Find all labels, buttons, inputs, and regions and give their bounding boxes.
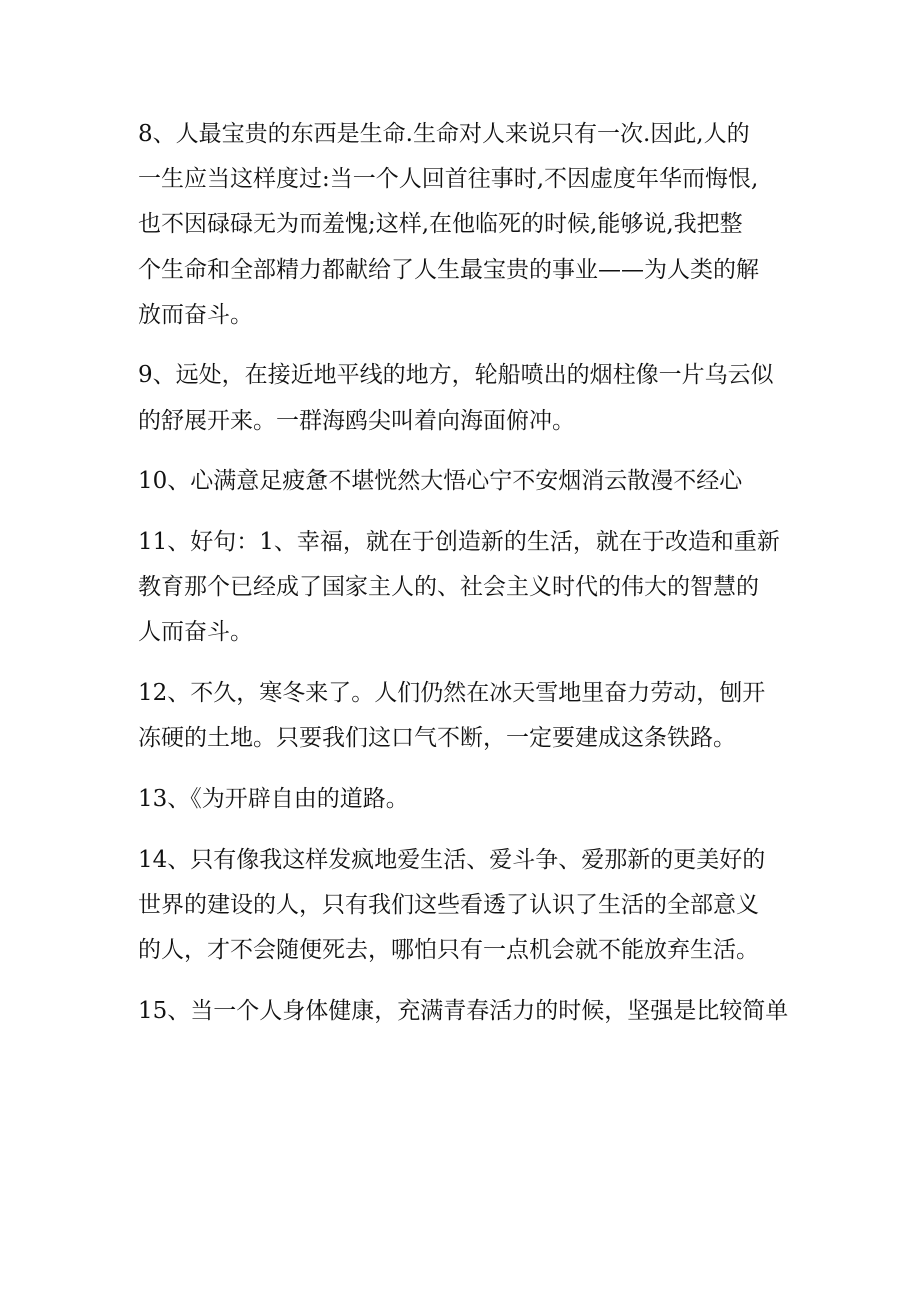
text-line: 11、好句：1、幸福，就在于创造新的生活，就在于改造和重新 bbox=[138, 529, 780, 555]
text-line: 也不因碌碌无为而羞愧;这样,在他临死的时候,能够说,我把整 bbox=[138, 211, 743, 238]
paragraph-14 bbox=[138, 838, 790, 974]
text-line: 放而奋斗。 bbox=[138, 301, 253, 328]
text-line: 15、当一个人身体健康，充满青春活力的时候，坚强是比较简单 bbox=[138, 997, 789, 1024]
text-line: 10、心满意足疲惫不堪恍然大悟心宁不安烟消云散漫不经心 bbox=[138, 468, 743, 495]
text-line: 个生命和全部精力都献给了人生最宝贵的事业——为人类的解 bbox=[138, 256, 759, 283]
text-line: 13、《为开辟自由的道路。 bbox=[138, 785, 409, 812]
paragraph-8 bbox=[138, 112, 790, 338]
document-body bbox=[138, 112, 790, 1049]
paragraph-11 bbox=[138, 520, 790, 656]
text-line: 世界的建设的人，只有我们这些看透了认识了生活的全部意义 bbox=[138, 891, 759, 918]
paragraph-9 bbox=[138, 353, 790, 443]
text-line: 的人，才不会随便死去，哪怕只有一点机会就不能放弃生活。 bbox=[138, 937, 759, 963]
paragraph-15 bbox=[138, 989, 790, 1034]
text-line: 9、远处，在接近地平线的地方，轮船喷出的烟柱像一片乌云似 bbox=[138, 362, 774, 389]
text-line: 一生应当这样度过:当一个人回首往事时,不因虚度年华而悔恨, bbox=[138, 166, 759, 193]
paragraph-12 bbox=[138, 671, 790, 761]
text-line: 教育那个已经成了国家主人的、社会主义时代的伟大的智慧的 bbox=[138, 574, 759, 601]
text-line: 8、人最宝贵的东西是生命.生命对人来说只有一次.因此,人的 bbox=[138, 121, 750, 147]
text-line: 14、只有像我这样发疯地爱生活、爱斗争、爱那新的更美好的 bbox=[138, 846, 766, 873]
paragraph-13 bbox=[138, 777, 790, 822]
text-line: 冻硬的土地。只要我们这口气不断，一定要建成这条铁路。 bbox=[138, 725, 736, 752]
text-line: 人而奋斗。 bbox=[138, 619, 253, 646]
text-line: 的舒展开来。一群海鸥尖叫着向海面俯冲。 bbox=[138, 407, 575, 434]
paragraph-10 bbox=[138, 459, 790, 504]
text-line: 12、不久，寒冬来了。人们仍然在冰天雪地里奋力劳动，刨开 bbox=[138, 680, 766, 707]
